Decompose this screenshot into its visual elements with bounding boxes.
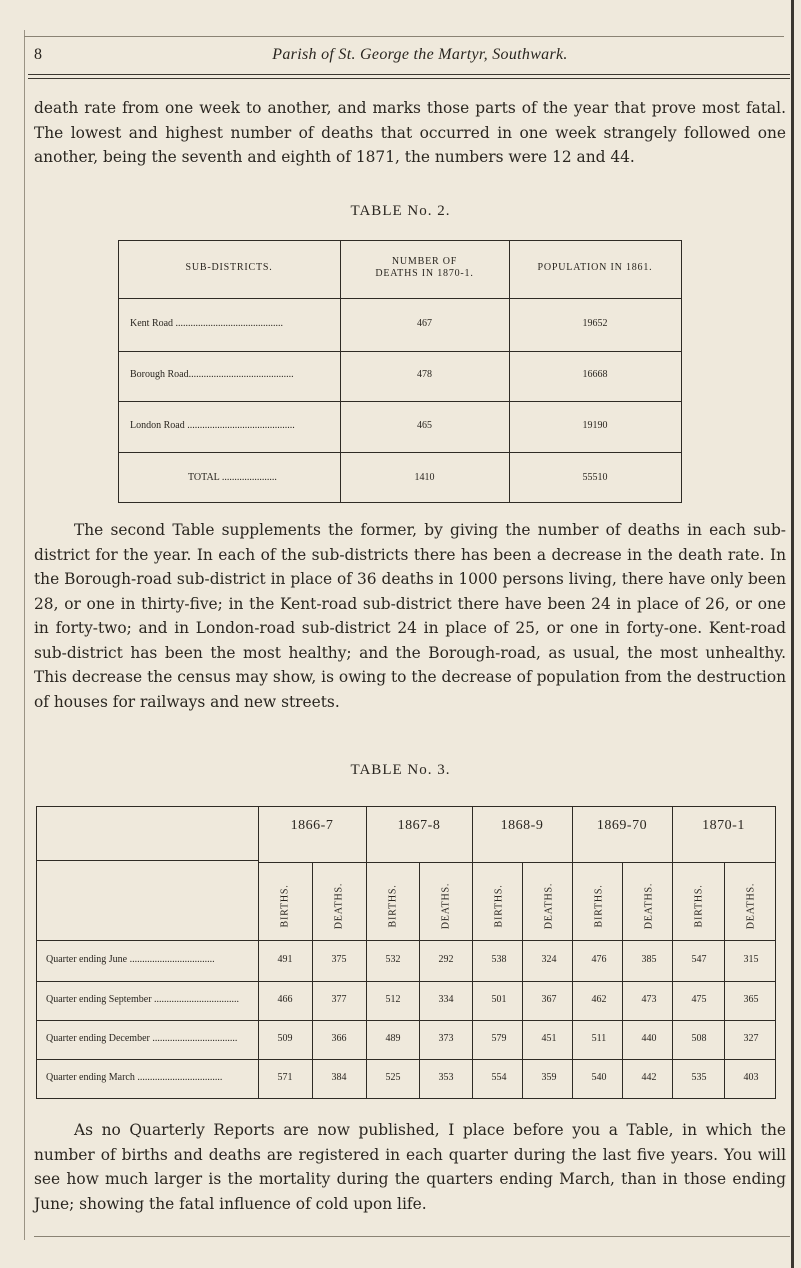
- t3-cell-births: 571: [277, 1072, 293, 1083]
- t3-cell-births: 466: [277, 994, 293, 1005]
- t3-cell-deaths: 442: [641, 1072, 657, 1083]
- t3-cell-deaths: 385: [641, 954, 657, 965]
- t3-cell-births: 579: [491, 1033, 507, 1044]
- t3-sub-births: BIRTHS.: [693, 884, 705, 928]
- page-header: [0, 44, 801, 70]
- t3-cell-births: 547: [691, 954, 707, 965]
- table-3: [36, 806, 776, 1102]
- t3-cell-births: 525: [385, 1072, 401, 1083]
- t3-cell-births: 535: [691, 1072, 707, 1083]
- t3-sub-deaths: DEATHS.: [333, 882, 345, 930]
- t3-cell-births: 509: [277, 1033, 293, 1044]
- table-3-title: TABLE No. 3.: [350, 762, 451, 778]
- t3-cell-deaths: 366: [331, 1033, 347, 1044]
- t3-cell-deaths: 373: [438, 1033, 454, 1044]
- table-2-title: TABLE No. 2.: [350, 203, 451, 219]
- t3-cell-births: 489: [385, 1033, 401, 1044]
- t3-cell-deaths: 324: [541, 954, 557, 965]
- t2-row-population: 19190: [582, 420, 608, 431]
- t2-header-deaths-line1: NUMBER OF: [391, 256, 458, 267]
- t3-year-header: 1869-70: [596, 818, 648, 833]
- t2-total-deaths: 1410: [414, 472, 435, 483]
- t3-cell-deaths: 403: [743, 1072, 759, 1083]
- t3-row-label: Quarter ending September ..................................: [46, 994, 240, 1005]
- t2-total-population: 55510: [582, 472, 608, 483]
- t3-cell-births: 476: [591, 954, 607, 965]
- t3-cell-deaths: 367: [541, 994, 557, 1005]
- t3-cell-deaths: 365: [743, 994, 759, 1005]
- header-rule-double: [28, 78, 790, 79]
- t2-header-deaths-line2: DEATHS IN 1870-1.: [375, 268, 474, 279]
- t3-cell-births: 462: [591, 994, 607, 1005]
- t3-cell-deaths: 473: [641, 994, 657, 1005]
- t3-cell-deaths: 377: [331, 994, 347, 1005]
- page-right-edge: [791, 0, 794, 1268]
- t2-row-deaths: 467: [417, 318, 432, 329]
- t2-row-label: London Road ...........................................: [130, 420, 295, 431]
- t3-cell-births: 491: [277, 954, 293, 965]
- t3-cell-births: 532: [385, 954, 401, 965]
- t2-row-label: Borough Road..........................................: [130, 369, 294, 380]
- t3-cell-deaths: 384: [331, 1072, 347, 1083]
- t2-header-subdistricts: SUB-DISTRICTS.: [185, 262, 273, 273]
- t2-row-population: 19652: [582, 318, 608, 329]
- t2-row-label: Kent Road ...........................................: [130, 318, 284, 329]
- running-head: Parish of St. George the Martyr, Southwark.: [272, 46, 568, 63]
- top-rule: [24, 36, 784, 37]
- t3-year-header: 1866-7: [290, 818, 334, 833]
- t2-row-population: 16668: [582, 369, 608, 380]
- t3-cell-births: 508: [691, 1033, 707, 1044]
- t3-cell-deaths: 353: [438, 1072, 454, 1083]
- t3-sub-births: BIRTHS.: [493, 884, 505, 928]
- t3-cell-deaths: 359: [541, 1072, 557, 1083]
- paragraph-2-text: The second Table supplements the former, by giving the number of deaths in each sub-district for the year. In each of the sub-districts there has been a decrease in the death rate. In the Borough-road sub-district in place of 36 deaths in 1000 persons living, there have only been 28, or one in thirty-five; in the Kent-road sub-district there have been 24 in place of 26, or one in forty-two; and in London-road sub-district 24 in place of 25, or one in forty-one. Kent-road sub-district has been the most healthy; and the Borough-road, as usual, the most unhealthy. This decrease the census may show, is owing to the decrease of population from the destruction of houses for railways and new streets.: [34, 521, 786, 711]
- paragraph-3: [34, 1118, 786, 1216]
- t3-sub-deaths: DEATHS.: [543, 882, 555, 930]
- t3-year-header: 1867-8: [397, 818, 441, 833]
- t3-cell-deaths: 327: [743, 1033, 759, 1044]
- t3-cell-births: 540: [591, 1072, 607, 1083]
- t3-row-label: Quarter ending June ..................................: [46, 954, 215, 965]
- table-2: [118, 240, 682, 503]
- t3-year-header: 1868-9: [500, 818, 544, 833]
- t2-header-population: POPULATION IN 1861.: [537, 262, 653, 273]
- t3-cell-births: 554: [491, 1072, 507, 1083]
- bottom-rule: [34, 1236, 790, 1237]
- t2-header-deaths: [340, 256, 509, 280]
- paragraph-1-text: death rate from one week to another, and marks those parts of the year that prove most fatal. The lowest and highest number of deaths that occurred in one week strangely followed one another, being the seventh and eighth of 1871, the numbers were 12 and 44.: [34, 99, 786, 166]
- paragraph-3-text: As no Quarterly Reports are now published, I place before you a Table, in which the number of births and deaths are registered in each quarter during the last five years. You will see how much larger is the mortality during the quarters ending March, than in those ending June; showing the fatal influence of cold upon life.: [34, 1121, 786, 1213]
- paragraph-2: [34, 518, 786, 714]
- t3-sub-deaths: DEATHS.: [745, 882, 757, 930]
- t3-cell-births: 538: [491, 954, 507, 965]
- t3-sub-deaths: DEATHS.: [440, 882, 452, 930]
- t2-row-deaths: 478: [417, 369, 432, 380]
- t3-sub-births: BIRTHS.: [387, 884, 399, 928]
- page-number: 8: [34, 46, 42, 63]
- t3-row-label: Quarter ending December ..................................: [46, 1033, 238, 1044]
- t3-cell-deaths: 440: [641, 1033, 657, 1044]
- t3-cell-deaths: 451: [541, 1033, 557, 1044]
- t2-total-label: TOTAL ......................: [188, 472, 277, 483]
- t3-sub-births: BIRTHS.: [279, 884, 291, 928]
- t2-row-deaths: 465: [417, 420, 432, 431]
- t3-cell-deaths: 334: [438, 994, 454, 1005]
- t3-cell-deaths: 292: [438, 954, 454, 965]
- header-rule: [28, 74, 790, 75]
- t3-cell-births: 475: [691, 994, 707, 1005]
- t3-sub-deaths: DEATHS.: [643, 882, 655, 930]
- t3-cell-deaths: 315: [743, 954, 759, 965]
- t3-cell-births: 501: [491, 994, 507, 1005]
- t3-year-header: 1870-1: [702, 818, 745, 833]
- t3-sub-births: BIRTHS.: [593, 884, 605, 928]
- t3-cell-births: 512: [385, 994, 401, 1005]
- t3-cell-births: 511: [591, 1033, 607, 1044]
- t3-row-label: Quarter ending March ..................................: [46, 1072, 223, 1083]
- paragraph-1: [34, 96, 786, 170]
- t3-cell-deaths: 375: [331, 954, 347, 965]
